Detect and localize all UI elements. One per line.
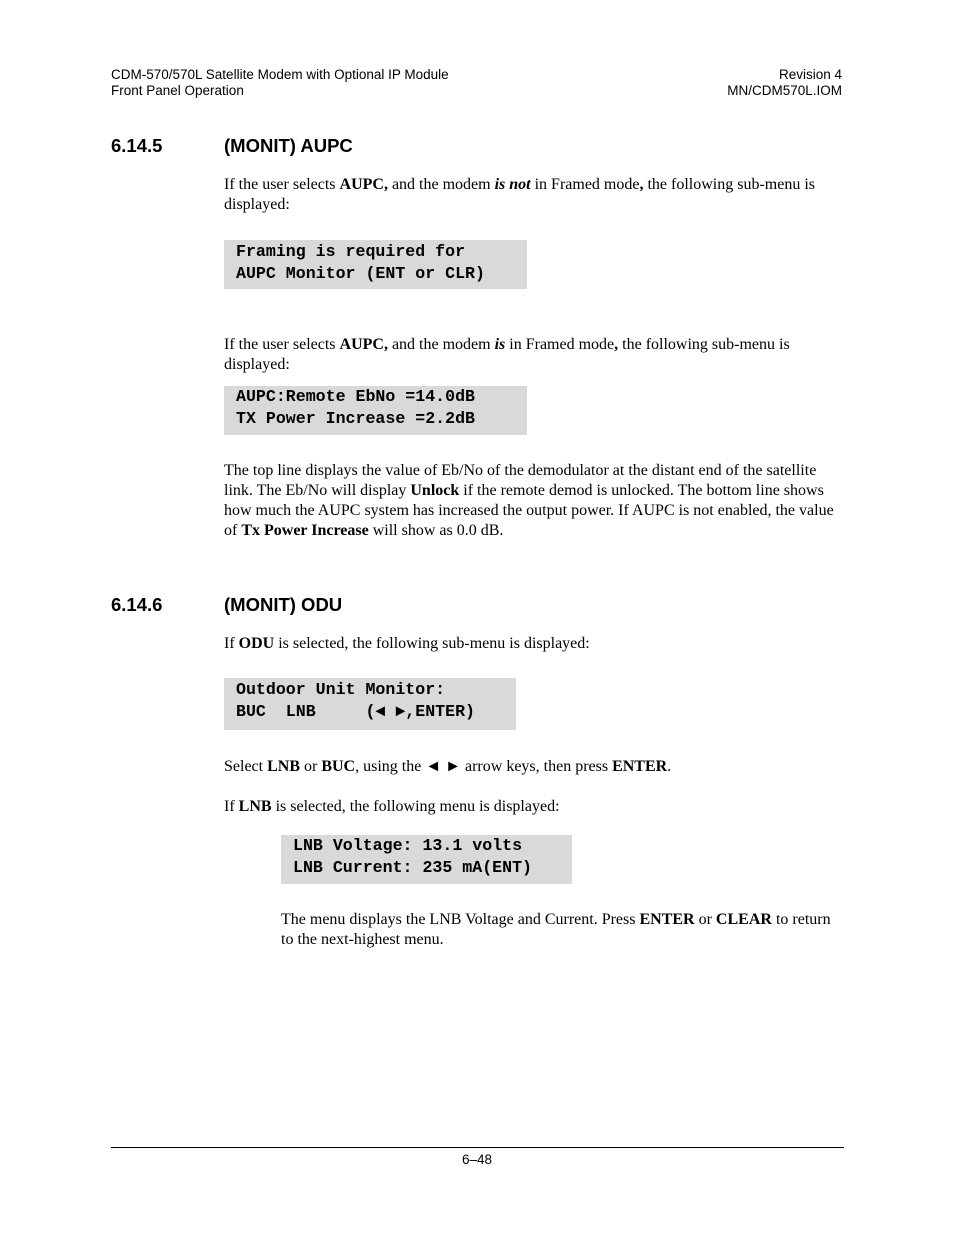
- section-number: 6.14.5: [111, 135, 163, 156]
- paragraph-lnb-description: The menu displays the LNB Voltage and Current. Press ENTER or CLEAR to return to the next-highest menu.: [281, 911, 831, 948]
- lcd-line-2: AUPC Monitor (ENT or CLR): [236, 264, 485, 283]
- lcd-display-outdoor-unit-monitor: [224, 678, 516, 730]
- lcd-line-1: Outdoor Unit Monitor:: [236, 680, 446, 699]
- revision-label: Revision 4: [778, 67, 842, 82]
- lcd-line-2: LNB Current: 235 mA(ENT): [293, 858, 532, 877]
- running-header-left: [111, 67, 449, 99]
- lcd-display-framing-required: [224, 240, 527, 289]
- section-title: (MONIT) AUPC: [224, 135, 353, 156]
- running-header-right: [727, 67, 842, 99]
- document-title: CDM-570/570L Satellite Modem with Optional IP Module: [111, 67, 449, 82]
- section-heading-aupc: [111, 135, 353, 157]
- lcd-display-aupc-monitor: [224, 386, 527, 435]
- chapter-title: Front Panel Operation: [111, 83, 244, 98]
- arrow-keys-icon: ◄ ►: [425, 758, 461, 775]
- paragraph-aupc-description: The top line displays the value of Eb/No of the demodulator at the distant end of the satellite link. The Eb/No will display Unlock if the remote demod is unlocked. The bottom line shows how much the AUPC system has increased the output power. If AUPC is not enabled, the value of Tx Power Increase will show as 0.0 dB.: [224, 462, 834, 539]
- footer-divider: [111, 1147, 844, 1148]
- paragraph-select-lnb-buc: Select LNB or BUC, using the ◄ ► arrow keys, then press ENTER.: [224, 758, 672, 775]
- page-number: 6–48: [461, 1152, 493, 1167]
- paragraph-odu-selected: If ODU is selected, the following sub-menu is displayed:: [224, 635, 590, 652]
- lcd-line-1: AUPC:Remote EbNo =14.0dB: [236, 387, 475, 406]
- document-number: MN/CDM570L.IOM: [727, 83, 842, 98]
- section-title: (MONIT) ODU: [224, 594, 343, 615]
- lcd-line-1: Framing is required for: [236, 242, 466, 261]
- paragraph-aupc-not-framed: If the user selects AUPC, and the modem is not in Framed mode, the following sub-menu is displayed:: [224, 176, 816, 213]
- paragraph-aupc-framed: If the user selects AUPC, and the modem is in Framed mode, the following sub-menu is displayed:: [224, 336, 790, 373]
- lcd-display-lnb-status: [281, 835, 572, 884]
- lcd-line-1: LNB Voltage: 13.1 volts: [293, 836, 523, 855]
- lcd-line-2: BUC LNB (◄ ►,ENTER): [236, 702, 475, 721]
- section-number: 6.14.6: [111, 594, 163, 615]
- section-heading-odu: [111, 594, 342, 616]
- lcd-line-2: TX Power Increase =2.2dB: [236, 409, 475, 428]
- paragraph-lnb-selected: If LNB is selected, the following menu is displayed:: [224, 798, 560, 815]
